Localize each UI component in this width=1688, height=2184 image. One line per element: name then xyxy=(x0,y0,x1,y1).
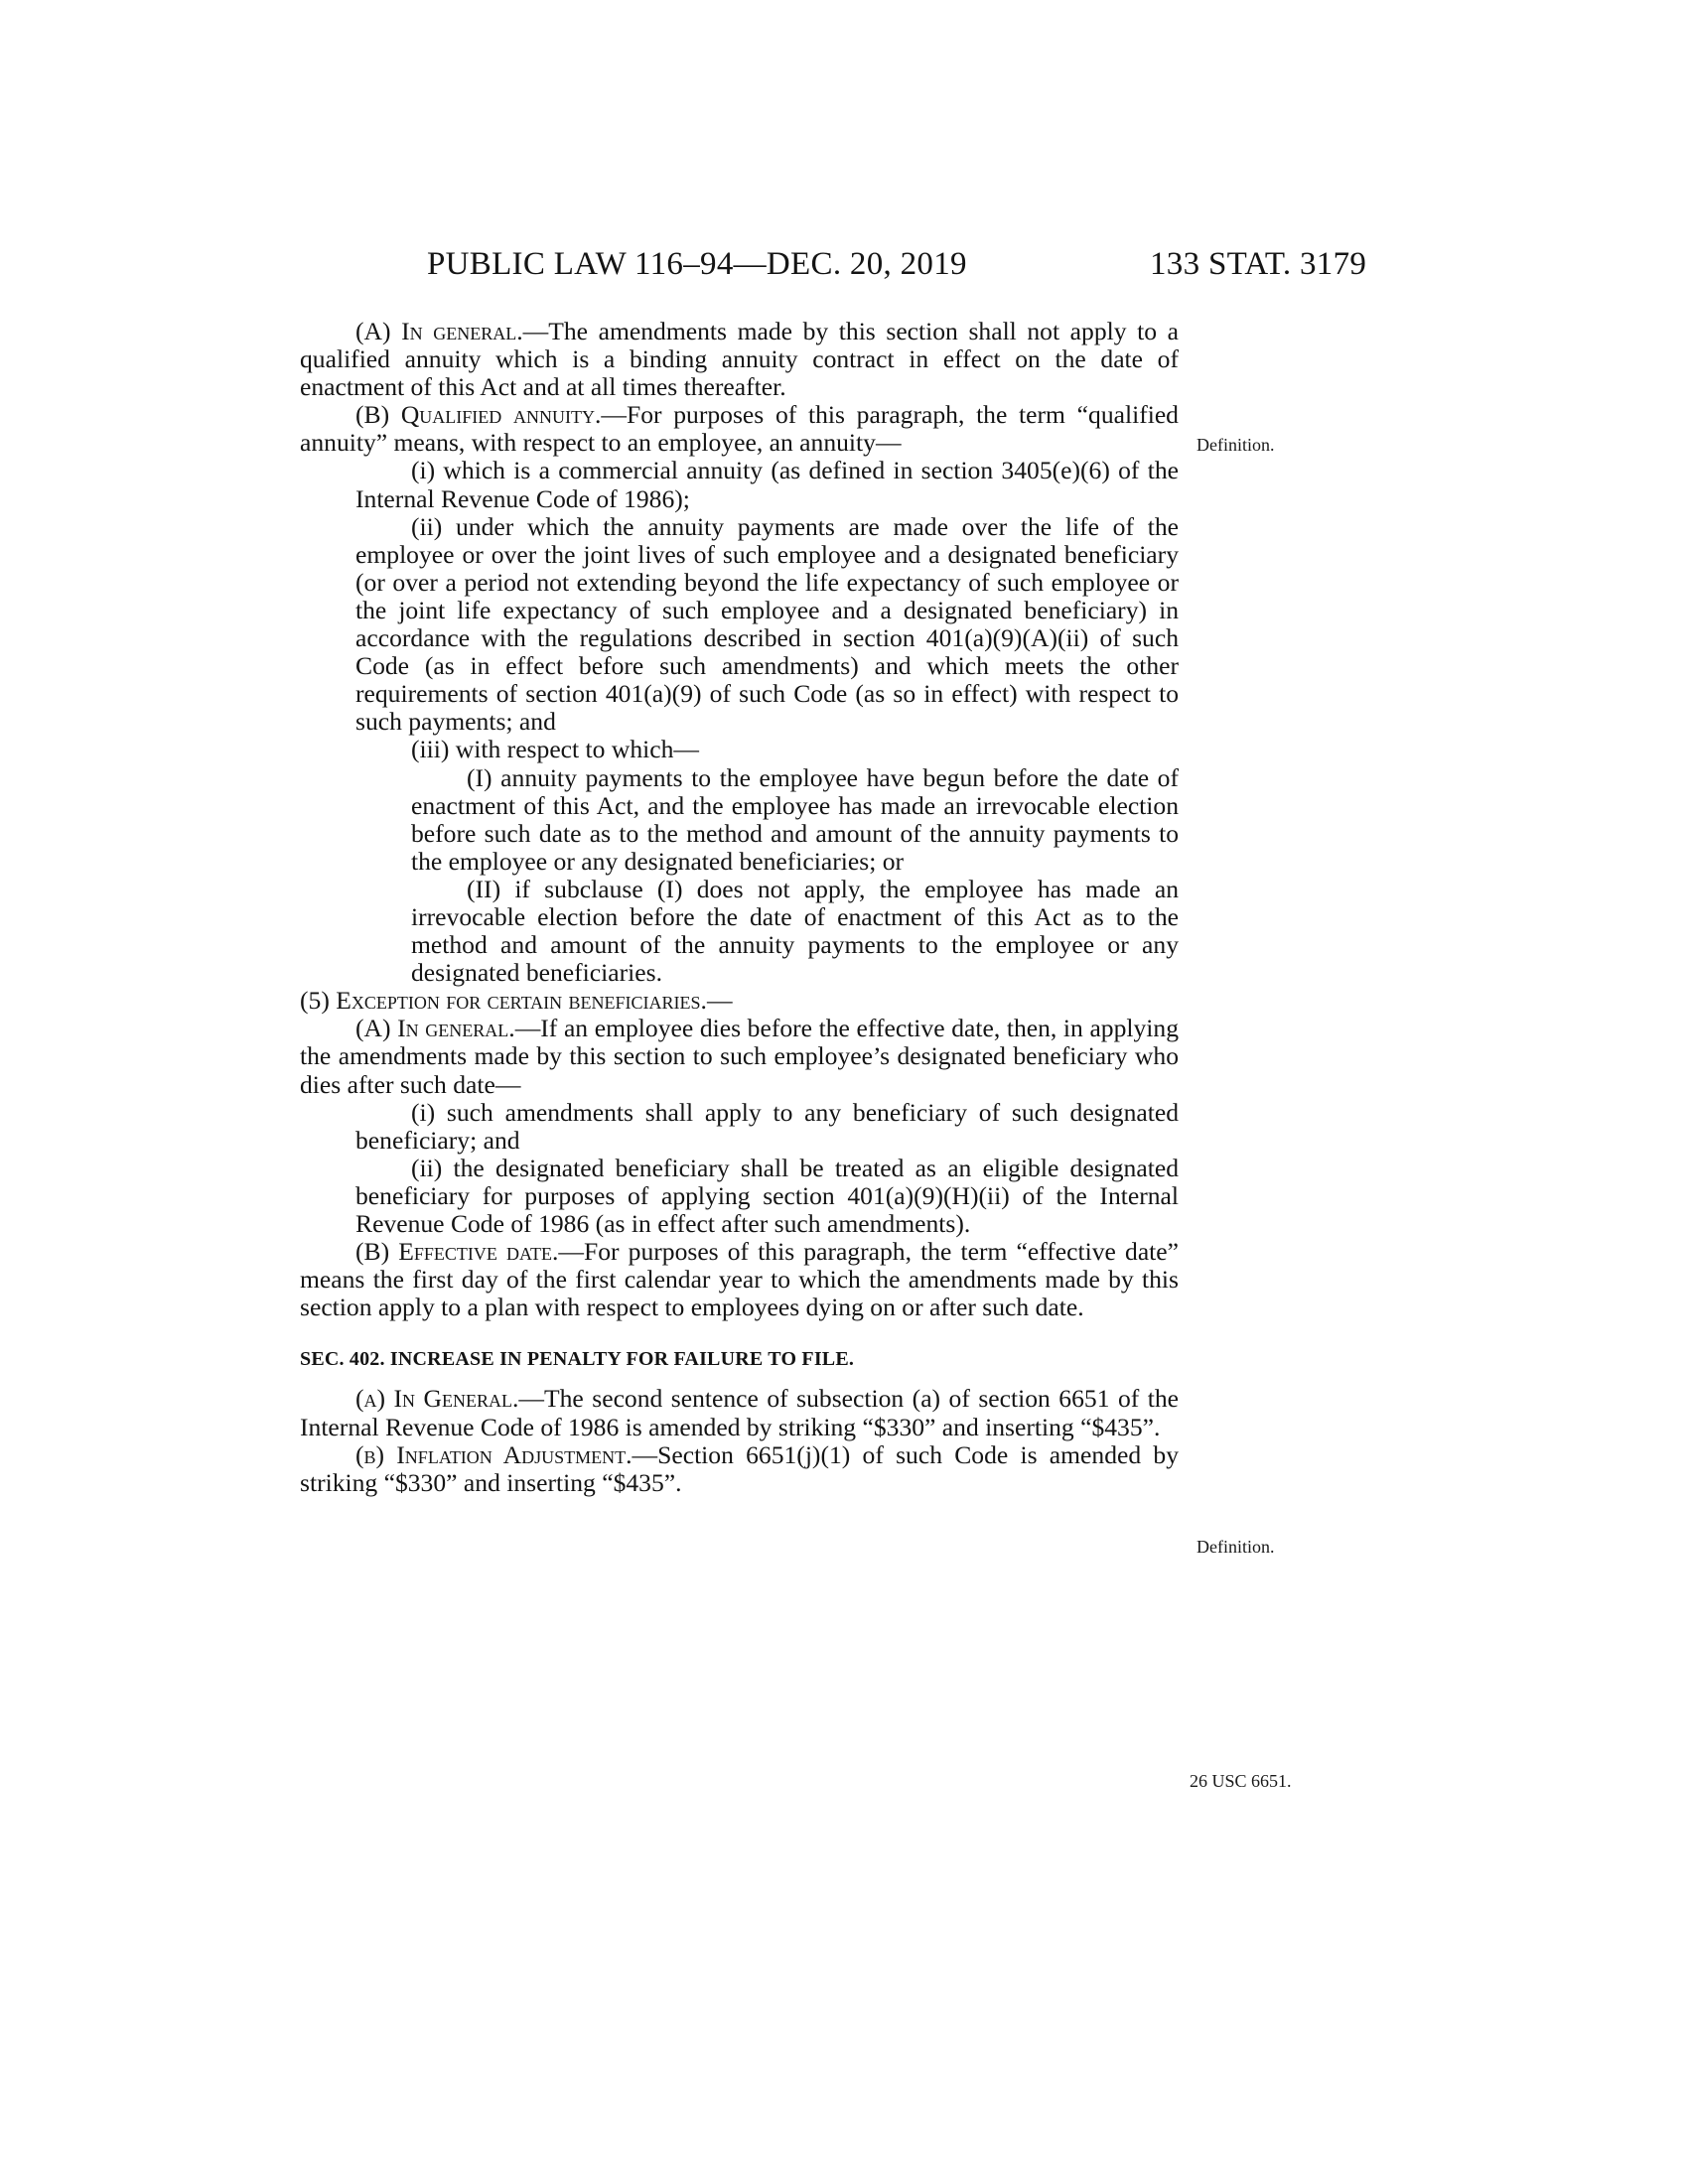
subparagraph-5b-text: —For purposes of this paragraph, the term “effective date” means the first day of the first calendar year to which the amendments made by this section apply to a plan with respect to employees dying on or after such date. xyxy=(300,1237,1180,1322)
subparagraph-a-text: —The amendments made by this section shall not apply to a qualified annuity which is a binding annuity contract in effect on the date of enactment of this Act and at all times thereafter. xyxy=(300,317,1180,402)
margin-note-definition-2: Definition. xyxy=(1196,1537,1275,1557)
section-402-heading: SEC. 402. INCREASE IN PENALTY FOR FAILURE TO FILE. xyxy=(300,1348,855,1371)
paragraph-5 xyxy=(300,987,1179,1015)
paragraph-5-dash: — xyxy=(706,986,733,1016)
subparagraph-b-heading: (B) Qualified annuity. xyxy=(355,400,602,430)
subparagraph-5a-heading: (A) In general. xyxy=(355,1014,515,1043)
subparagraph-5a-text: —If an employee dies before the effective date, then, in applying the amendments made by this section to such employee’s designated beneficiary who dies after such date— xyxy=(300,1014,1180,1099)
subsection-a xyxy=(300,1385,1179,1440)
clause-iii: (iii) with respect to which— xyxy=(411,735,699,764)
clause-i: (i) which is a commercial annuity (as defined in section 3405(e)(6) of the Internal Revenue Code of 1986); xyxy=(355,456,1179,513)
subparagraph-b xyxy=(300,401,1179,457)
subparagraph-5b-heading: (B) Effective date. xyxy=(355,1237,559,1267)
clause-5a-i: (i) such amendments shall apply to any beneficiary of such designated beneficiary; and xyxy=(355,1097,1179,1155)
subparagraph-a-heading: (A) In general. xyxy=(355,317,523,345)
subparagraph-b-text: —For purposes of this paragraph, the term “qualified annuity” means, with respect to an employee, an annuity— xyxy=(300,400,1179,458)
subsection-b-text: —Section 6651(j)(1) of such Code is amended by striking “$330” and inserting “$435”. xyxy=(300,1439,1179,1497)
subparagraph-5b xyxy=(300,1238,1179,1321)
subsection-b xyxy=(300,1441,1179,1497)
margin-note-definition-1: Definition. xyxy=(1196,435,1275,455)
document-body xyxy=(300,318,1179,1497)
subsection-a-heading: (a) In General. xyxy=(355,1384,519,1414)
clause-ii: (ii) under which the annuity payments are made over the life of the employee or over the joint lives of such employee and a designated beneficiary (or over a period not extending beyond the life expectancy of such employee or the joint life expectancy of such employee and a designated beneficiary) in accordance with the regulations described in section 401(a)(9)(A)(ii) of such Code (as in effect before such amendments) and which meets the other requirements of section 401(a)(9) of such Code (as so in effect) with respect to such payments; and xyxy=(355,511,1179,737)
page-header-stat: 133 STAT. 3179 xyxy=(1150,246,1367,282)
subclause-I: (I) annuity payments to the employee have begun before the date of enactment of this Act, and the employee has made an irrevocable election before such date as to the method and amount of the annuity payments to the employee or any designated beneficiaries; or xyxy=(411,762,1179,876)
paragraph-5-heading: (5) Exception for certain beneficiaries. xyxy=(300,986,707,1016)
subclause-II: (II) if subclause (I) does not apply, the employee has made an irrevocable election before the date of enactment of this Act as to the method and amount of the annuity payments to the employee or any designated beneficiaries. xyxy=(411,874,1179,988)
subsection-a-text: —The second sentence of subsection (a) of section 6651 of the Internal Revenue Code of 1986 is amended by striking “$330” and inserting “$435”. xyxy=(300,1384,1180,1441)
page-header-title: PUBLIC LAW 116–94—DEC. 20, 2019 xyxy=(427,246,967,282)
subparagraph-5a xyxy=(300,1015,1179,1098)
margin-note-usc-citation: 26 USC 6651. xyxy=(1190,1771,1292,1791)
subsection-b-heading: (b) Inflation Adjustment. xyxy=(355,1439,633,1469)
subparagraph-a xyxy=(300,318,1179,401)
clause-5a-ii: (ii) the designated beneficiary shall be treated as an eligible designated beneficiary for purposes of applying section 401(a)(9)(H)(ii) of the Internal Revenue Code of 1986 (as in effect after such amendments). xyxy=(355,1153,1179,1238)
